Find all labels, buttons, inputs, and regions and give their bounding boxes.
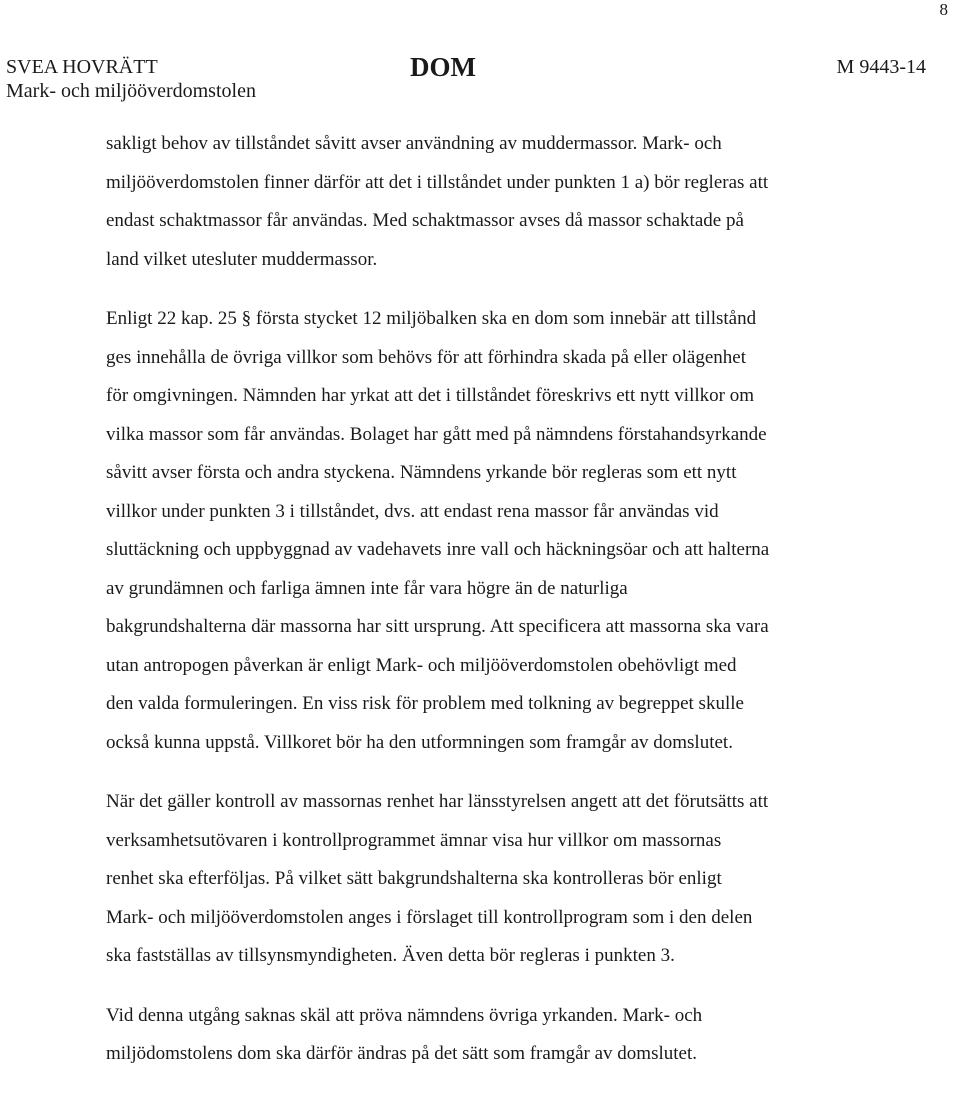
page-number: 8 bbox=[939, 0, 948, 19]
case-number: M 9443-14 bbox=[836, 56, 926, 78]
text-line: När det gäller kontroll av massornas renhet har länsstyrelsen angett att det förutsätts att bbox=[106, 791, 769, 812]
court-name: SVEA HOVRÄTT bbox=[6, 56, 158, 78]
paragraph-1 bbox=[106, 125, 926, 279]
text-line: ska fastställas av tillsynsmyndigheten. Även detta bör regleras i punkten 3. bbox=[106, 945, 675, 966]
document-type: DOM bbox=[410, 52, 476, 82]
text-line: villkor under punkten 3 i tillståndet, dvs. att endast rena massor får användas vid bbox=[106, 500, 719, 522]
document-header bbox=[6, 52, 926, 106]
text-line: endast schaktmassor får användas. Med schaktmassor avses då massor schaktade på bbox=[106, 210, 744, 231]
text-line: ges innehålla de övriga villkor som behövs för att förhindra skada på eller olägenhet bbox=[106, 346, 746, 368]
document-body bbox=[106, 125, 926, 1074]
court-department: Mark- och miljööverdomstolen bbox=[6, 80, 256, 102]
text-line: verksamhetsutövaren i kontrollprogrammet ämnar visa hur villkor om massornas bbox=[106, 829, 722, 851]
text-line: Mark- och miljööverdomstolen anges i förslaget till kontrollprogram som i den delen bbox=[106, 906, 753, 928]
text-line: sluttäckning och uppbyggnad av vadehavets inre vall och häckningsöar och att halterna bbox=[106, 539, 770, 560]
text-line: av grundämnen och farliga ämnen inte får vara högre än de naturliga bbox=[106, 577, 628, 599]
paragraph-3 bbox=[106, 783, 926, 976]
text-line: Enligt 22 kap. 25 § första stycket 12 miljöbalken ska en dom som innebär att tillstånd bbox=[106, 308, 757, 329]
paragraph-2 bbox=[106, 300, 926, 762]
text-line: Vid denna utgång saknas skäl att pröva nämndens övriga yrkanden. Mark- och bbox=[106, 1004, 703, 1026]
text-line: vilka massor som får användas. Bolaget har gått med på nämndens förstahandsyrkande bbox=[106, 423, 767, 445]
text-line: bakgrundshalterna där massorna har sitt ursprung. Att specificera att massorna ska vara bbox=[106, 616, 769, 637]
text-line: land vilket utesluter muddermassor. bbox=[106, 248, 378, 270]
text-line: renhet ska efterföljas. På vilket sätt bakgrundshalterna ska kontrolleras bör enligt bbox=[106, 868, 722, 889]
text-line: miljödomstolens dom ska därför ändras på det sätt som framgår av domslutet. bbox=[106, 1043, 697, 1064]
text-line: utan antropogen påverkan är enligt Mark- och miljööverdomstolen obehövligt med bbox=[106, 654, 737, 676]
text-line: såvitt avser första och andra styckena. Nämndens yrkande bör regleras som ett nytt bbox=[106, 462, 737, 483]
paragraph-4 bbox=[106, 997, 926, 1074]
text-line: miljööverdomstolen finner därför att det i tillståndet under punkten 1 a) bör regleras att bbox=[106, 171, 769, 193]
text-line: den valda formuleringen. En viss risk för problem med tolkning av begreppet skulle bbox=[106, 693, 744, 714]
text-line: också kunna uppstå. Villkoret bör ha den utformningen som framgår av domslutet. bbox=[106, 731, 733, 753]
text-line: sakligt behov av tillståndet såvitt avser användning av muddermassor. Mark- och bbox=[106, 133, 722, 154]
text-line: för omgivningen. Nämnden har yrkat att det i tillståndet föreskrivs ett nytt villkor om bbox=[106, 385, 754, 406]
